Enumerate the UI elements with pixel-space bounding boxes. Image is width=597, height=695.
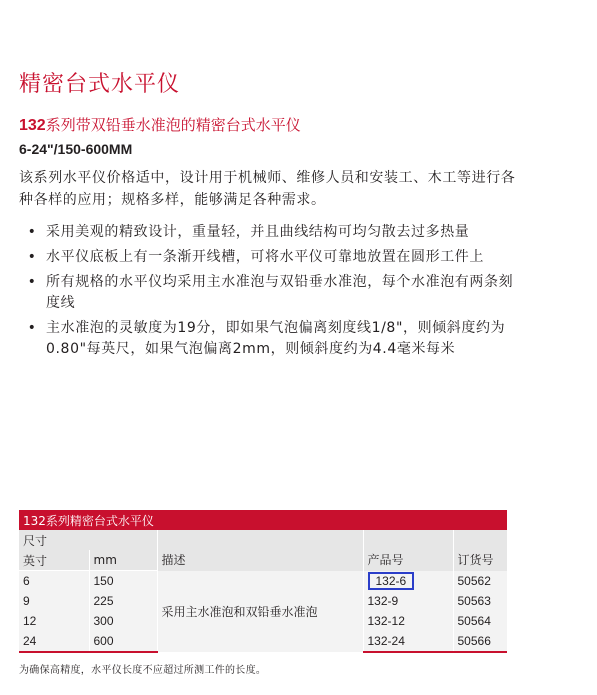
bullet-icon: • — [27, 249, 37, 265]
cell-inch: 24 — [19, 631, 89, 652]
cell-product — [363, 571, 453, 592]
feature-text: 所有规格的水平仪均采用主水准泡与双铅垂水准泡，每个水准泡有两条刻度线 — [46, 274, 514, 311]
bullet-icon: • — [27, 320, 37, 336]
feature-item — [26, 272, 526, 314]
page-title: 精密台式水平仪 — [19, 71, 181, 97]
cell-order: 50563 — [453, 591, 507, 611]
feature-item — [26, 318, 526, 360]
product-series-title — [19, 114, 301, 135]
cell-order: 50562 — [453, 571, 507, 592]
cell-description: 采用主水准泡和双铅垂水准泡 — [157, 571, 363, 653]
mm-header: mm — [89, 550, 157, 571]
feature-text: 水平仪底板上有一条渐开线槽，可将水平仪可靠地放置在圆形工件上 — [46, 249, 484, 265]
bullet-icon: • — [27, 224, 37, 240]
cell-product: 132-12 — [363, 611, 453, 631]
cell-inch: 6 — [19, 571, 89, 592]
cell-order: 50566 — [453, 631, 507, 652]
feature-item — [26, 222, 526, 243]
inch-header: 英寸 — [19, 550, 89, 571]
table-row — [19, 571, 507, 592]
table-caption: 132系列精密台式水平仪 — [19, 510, 507, 530]
order-header: 订货号 — [453, 530, 507, 571]
feature-text: 主水准泡的灵敏度为19分，即如果气泡偏离刻度线1/8"，则倾斜度约为0.80"每英尺，如果气泡偏离2mm，则倾斜度约为4.4毫米每米 — [46, 320, 506, 357]
series-description: 系列带双铅垂水准泡的精密台式水平仪 — [45, 116, 301, 134]
table-header-row — [19, 530, 507, 550]
footnote: 为确保高精度，水平仪长度不应超过所测工件的长度。 — [19, 665, 267, 676]
feature-item — [26, 247, 526, 268]
highlighted-product-code: 132-6 — [368, 572, 415, 590]
intro-paragraph: 该系列水平仪价格适中，设计用于机械师、维修人员和安装工、木工等进行各种各样的应用；规格多样，能够满足各种需求。 — [19, 170, 516, 208]
cell-mm: 600 — [89, 631, 157, 652]
cell-inch: 12 — [19, 611, 89, 631]
cell-mm: 300 — [89, 611, 157, 631]
bullet-icon: • — [27, 274, 37, 290]
size-range: 6-24"/150-600MM — [19, 141, 133, 157]
spec-table — [19, 510, 507, 653]
desc-header: 描述 — [157, 530, 363, 571]
cell-mm: 225 — [89, 591, 157, 611]
feature-list — [26, 222, 526, 364]
cell-mm: 150 — [89, 571, 157, 592]
feature-text: 采用美观的精致设计，重量轻，并且曲线结构可均匀散去过多热量 — [46, 224, 470, 240]
cell-product: 132-24 — [363, 631, 453, 652]
table-caption-row — [19, 510, 507, 530]
series-number: 132 — [19, 117, 46, 134]
cell-inch: 9 — [19, 591, 89, 611]
cell-product: 132-9 — [363, 591, 453, 611]
product-header: 产品号 — [363, 530, 453, 571]
cell-order: 50564 — [453, 611, 507, 631]
size-header: 尺寸 — [19, 530, 157, 550]
